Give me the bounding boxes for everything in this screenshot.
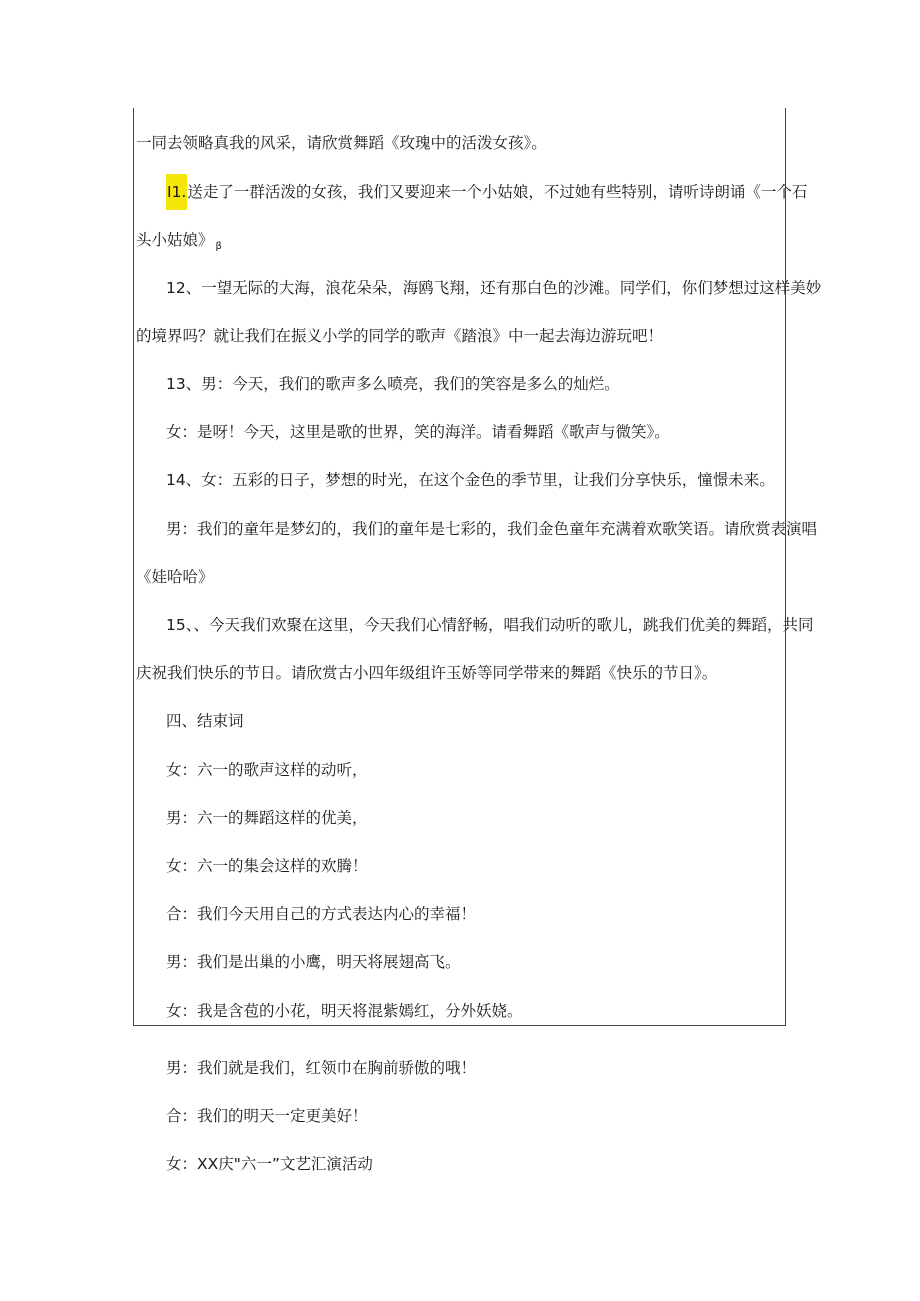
closing-line-6: 女：我是含苞的小花，明天将混紫嫣红，分外妖娆。 <box>166 1002 523 1020</box>
section-heading-closing: 四、结束词 <box>166 712 244 730</box>
item-13-line-2: 女：是呀！今天，这里是歌的世界，笑的海洋。请看舞蹈《歌声与微笑》。 <box>166 423 670 441</box>
item-14-line-2: 男：我们的童年是梦幻的，我们的童年是七彩的，我们金色童年充满着欢歌笑语。请欣赏表演唱 <box>166 520 818 538</box>
item-11-line-1 <box>166 182 807 202</box>
closing-line-8: 合：我们的明天一定更美好！ <box>166 1107 368 1125</box>
closing-line-4: 合：我们今天用自己的方式表达内心的幸福！ <box>166 905 477 923</box>
text-line-1: 一同去领略真我的风采，请欣赏舞蹈《玫瑰中的活泼女孩》。 <box>136 134 547 152</box>
closing-line-2: 男：六一的舞蹈这样的优美， <box>166 809 368 827</box>
item-14-line-3: 《娃哈哈》 <box>136 568 214 586</box>
item-13-line-1: 13、男：今天，我们的歌声多么喷亮，我们的笑容是多么的灿烂。 <box>166 375 620 393</box>
closing-line-5: 男：我们是出巢的小鹰，明天将展翅高飞。 <box>166 953 461 971</box>
item-12-line-1: 12、一望无际的大海，浪花朵朵，海鸥飞翔，还有那白色的沙滩。同学们，你们梦想过这样美妙 <box>166 279 822 297</box>
item-11-text-cont: 头小姑娘》 <box>136 231 214 249</box>
closing-line-3: 女：六一的集会这样的欢腾！ <box>166 857 368 875</box>
item-14-line-1: 14、女：五彩的日子，梦想的时光，在这个金色的季节里，让我们分享快乐，憧憬未来。 <box>166 471 775 489</box>
item-15-line-1: 15、、今天我们欢聚在这里，今天我们心情舒畅，唱我们动听的歌儿，跳我们优美的舞蹈，共同 <box>166 616 814 634</box>
closing-line-9: 女：XX庆"六一”文艺汇演活动 <box>166 1155 373 1173</box>
item-11-text: 送走了一群活泼的女孩，我们又要迎来一个小姑娘，不过她有些特别，请听诗朗诵《一个石 <box>187 183 808 201</box>
closing-line-7: 男：我们就是我们，红领巾在胸前骄傲的哦！ <box>166 1059 477 1077</box>
item-11-line-2 <box>136 230 222 257</box>
text-frame <box>133 108 786 1026</box>
stray-mark: β <box>215 241 222 252</box>
closing-line-1: 女：六一的歌声这样的动听， <box>166 761 368 779</box>
item-12-line-2: 的境界吗？就让我们在振义小学的同学的歌声《踏浪》中一起去海边游玩吧！ <box>136 327 664 345</box>
item-15-line-2: 庆祝我们快乐的节日。请欣赏古小四年级组许玉娇等同学带来的舞蹈《快乐的节日》。 <box>136 664 718 682</box>
item-11-number-highlight: I1. <box>166 174 187 210</box>
